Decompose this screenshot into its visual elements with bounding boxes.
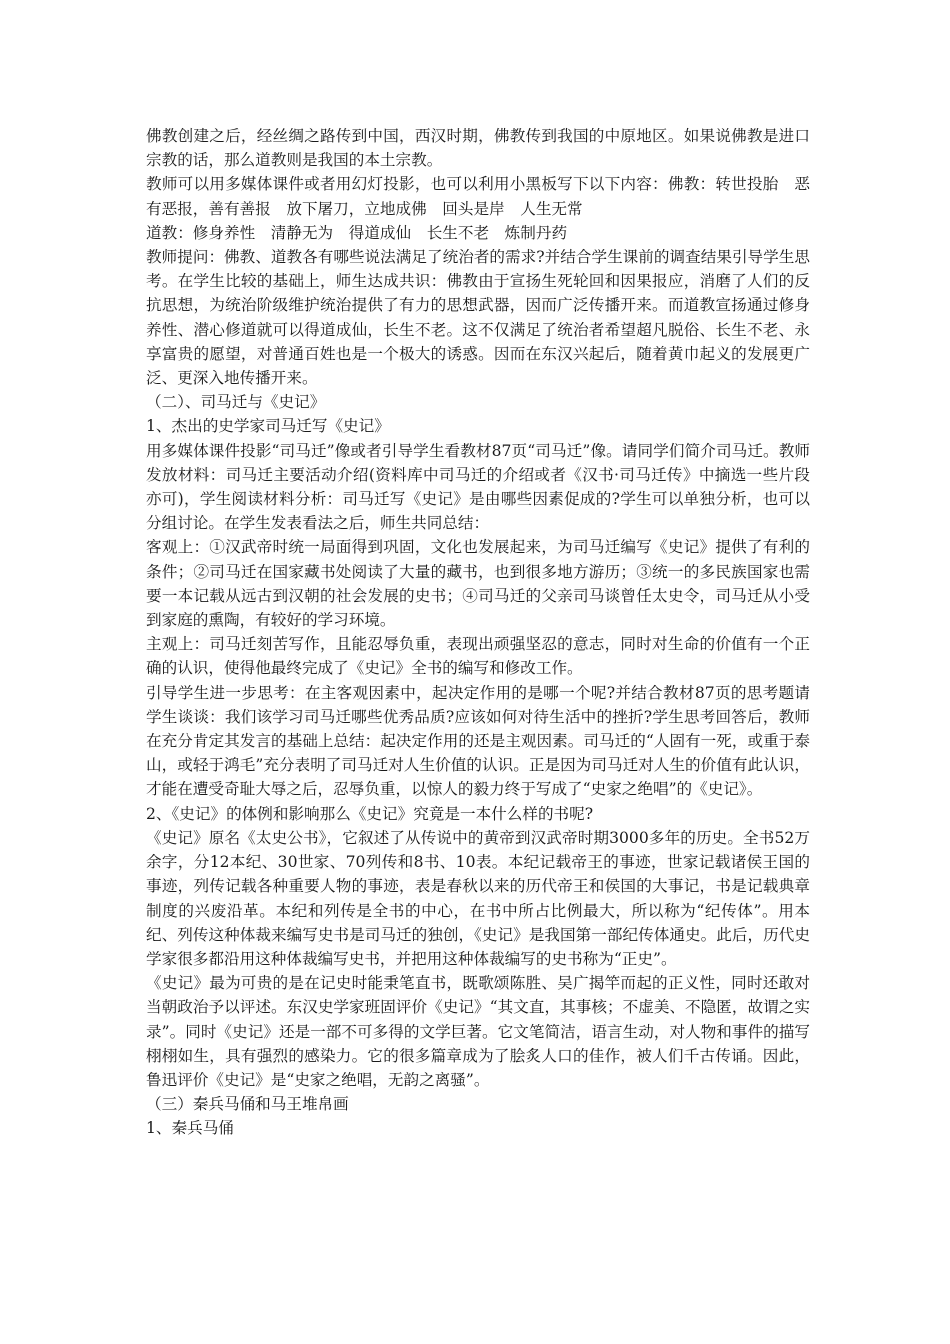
paragraph-shiji-structure: 《史记》原名《太史公书》，它叙述了从传说中的黄帝到汉武帝时期3000多年的历史。全书52万余字，分12本纪、30世家、70列传和8书、10表。本纪记载帝王的事迹，世家记载诸侯王国的事迹，列传记载各种重要人物的事迹，表是春秋以来的历代帝王和侯国的大事记，书是记载典章制度的兴废沿革。本纪和列传是全书的中心，在书中所占比例最大，所以称为“纪传体”。用本纪、列传这种体裁来编写史书是司马迁的独创，《史记》是我国第一部纪传体通史。此后，历代史学家很多都沿用这种体裁编写史书，并把用这种体裁编写的史书称为“正史”。: [146, 828, 810, 968]
paragraph-shiji-value: 《史记》最为可贵的是在记史时能秉笔直书，既歌颂陈胜、吴广揭竿而起的正义性，同时还敢对当朝政治予以评述。东汉史学家班固评价《史记》“其文直，其事核；不虚美、不隐匿，故谓之实录”。同时《史记》还是一部不可多得的文学巨著。它文笔简洁，语言生动，对人物和事件的描写栩栩如生，具有强烈的感染力。它的很多篇章成为了脍炙人口的佳作，被人们千古传诵。因此，鲁迅评价《史记》是“史家之绝唱，无韵之离骚”。: [146, 974, 810, 1089]
document-body: [146, 124, 810, 1141]
paragraph-taoism-teachings: 道教：修身养性 清静无为 得道成仙 长生不老 炼制丹药: [146, 223, 568, 242]
section-heading-terracotta: （三）秦兵马俑和马王堆帛画: [146, 1095, 349, 1114]
paragraph-sima-qian-intro: 用多媒体课件投影“司马迁”像或者引导学生看教材87页“司马迁”像。请同学们简介司马迁。教师发放材料：司马迁主要活动介绍(资料库中司马迁的介绍或者《汉书·司马迁传》中摘选一些片段亦可)，学生阅读材料分析：司马迁写《史记》是由哪些因素促成的?学生可以单独分析，也可以分组讨论。在学生发表看法之后，师生共同总结：: [146, 441, 810, 533]
paragraph-buddhism-teachings: 教师可以用多媒体课件或者用幻灯投影，也可以利用小黑板写下以下内容：佛教：转世投胎 恶有恶报，善有善报 放下屠刀，立地成佛 回头是岸 人生无常: [146, 175, 810, 218]
subsection-heading-historian: 1、杰出的史学家司马迁写《史记》: [146, 417, 390, 436]
paragraph-teacher-question: 教师提问：佛教、道教各有哪些说法满足了统治者的需求?并结合学生课前的调查结果引导学生思考。在学生比较的基础上，师生达成共识：佛教由于宣扬生死轮回和因果报应，消磨了人们的反抗思想，为统治阶级维护统治提供了有力的思想武器，因而广泛传播开来。而道教宣扬通过修身养性、潜心修道就可以得道成仙，长生不老。这不仅满足了统治者希望超凡脱俗、长生不老、永享富贵的愿望，对普通百姓也是一个极大的诱惑。因而在东汉兴起后，随着黄巾起义的发展更广泛、更深入地传播开来。: [146, 248, 810, 388]
paragraph-subjective-factors: 主观上：司马迁刻苦写作，且能忍辱负重，表现出顽强坚忍的意志，同时对生命的价值有一个正确的认识，使得他最终完成了《史记》全书的编写和修改工作。: [146, 635, 810, 678]
paragraph-buddhism-intro: 佛教创建之后，经丝绸之路传到中国，西汉时期，佛教传到我国的中原地区。如果说佛教是进口宗教的话，那么道教则是我国的本土宗教。: [146, 127, 810, 170]
section-heading-sima-qian: （二）、司马迁与《史记》: [146, 393, 326, 412]
subsection-heading-shiji-style: 2、《史记》的体例和影响那么《史记》究竟是一本什么样的书呢?: [146, 804, 594, 823]
paragraph-further-thinking: 引导学生进一步思考：在主客观因素中，起决定作用的是哪一个呢?并结合教材87页的思考题请学生谈谈：我们该学习司马迁哪些优秀品质?应该如何对待生活中的挫折?学生思考回答后，教师在充分肯定其发言的基础上总结：起决定作用的还是主观因素。司马迁的“人固有一死，或重于泰山，或轻于鸿毛”充分表明了司马迁对人生价值的认识。正是因为司马迁对人生的价值有此认识，才能在遭受奇耻大辱之后，忍辱负重，以惊人的毅力终于写成了“史家之绝唱”的《史记》。: [146, 683, 810, 799]
paragraph-objective-factors: 客观上：①汉武帝时统一局面得到巩固，文化也发展起来，为司马迁编写《史记》提供了有利的条件；②司马迁在国家藏书处阅读了大量的藏书，也到很多地方游历；③统一的多民族国家也需要一本记载从远古到汉朝的社会发展的史书；④司马迁的父亲司马谈曾任太史令，司马迁从小受到家庭的熏陶，有较好的学习环境。: [146, 538, 810, 630]
subsection-heading-terracotta-army: 1、秦兵马俑: [146, 1119, 234, 1138]
